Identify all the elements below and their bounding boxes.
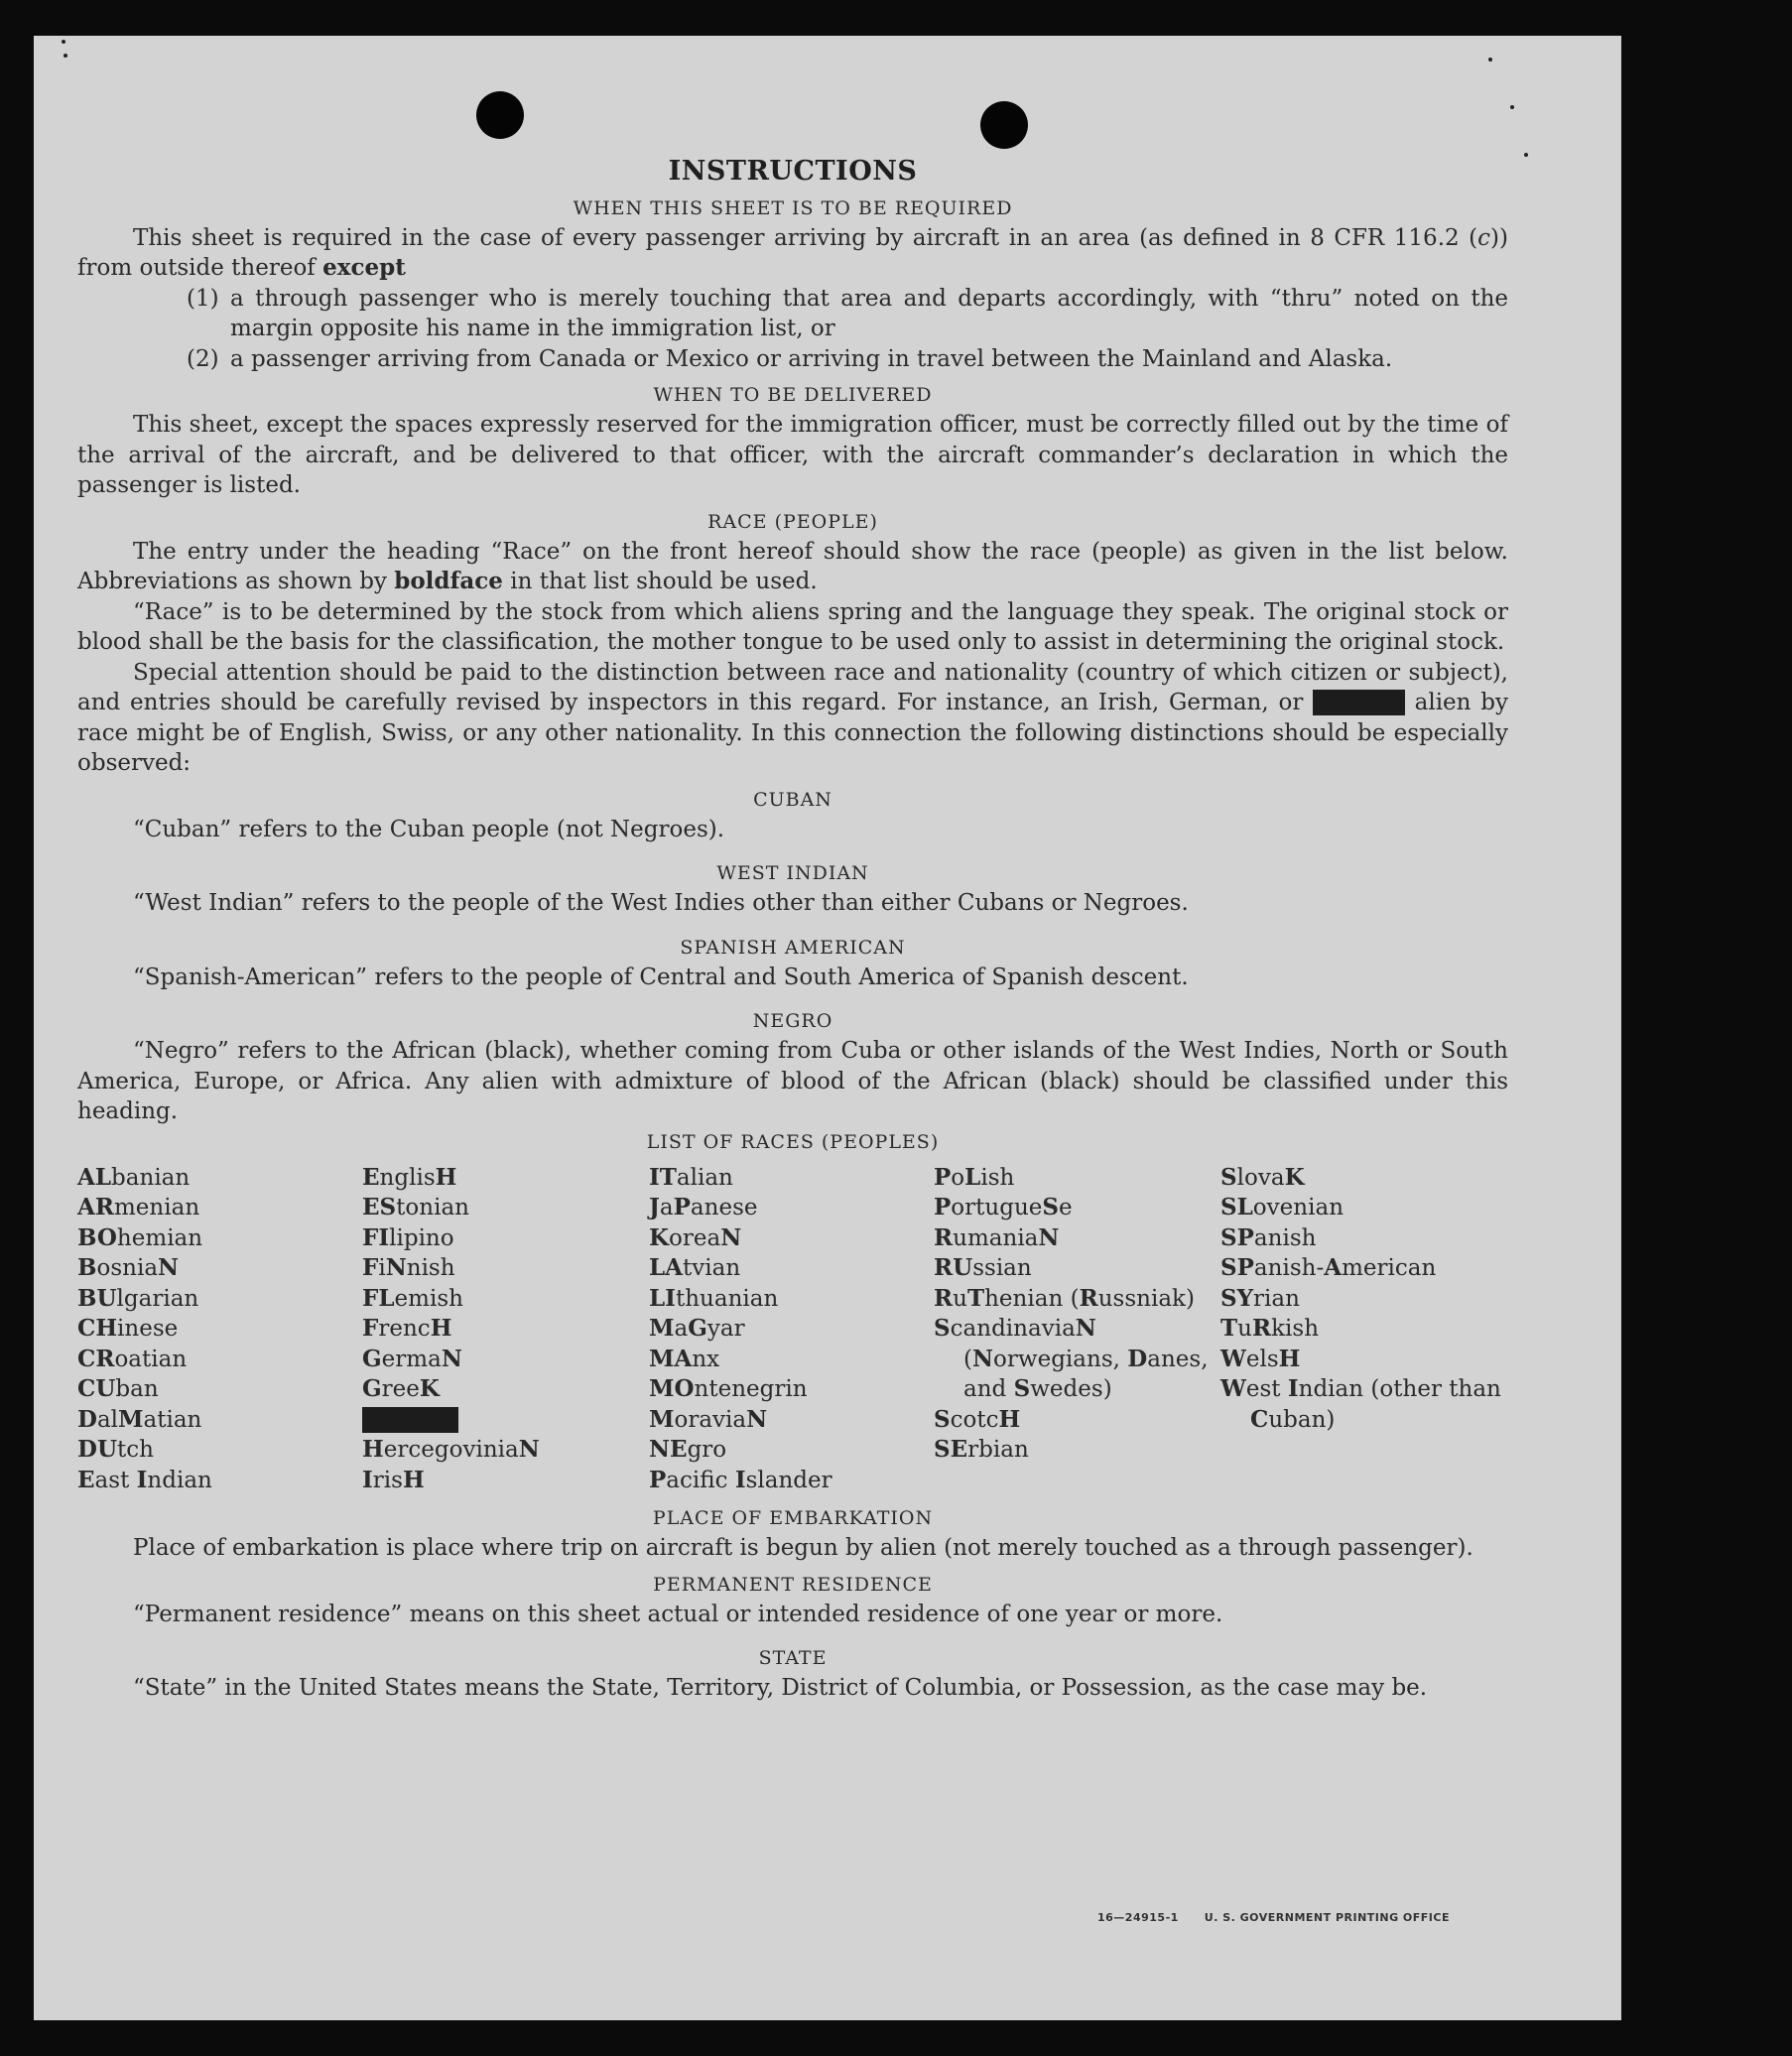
race-entry: PoLish — [934, 1163, 1015, 1191]
race-entry: ScotcH — [934, 1405, 1021, 1433]
heading-west-indian: WEST INDIAN — [716, 862, 869, 884]
race-column-2 — [362, 1163, 649, 1496]
race-entry: ARmenian — [77, 1194, 200, 1221]
race-entry: LIthuanian — [649, 1284, 779, 1312]
speck — [62, 40, 65, 44]
paragraph-race-1: The entry under the heading “Race” on the front hereof should show the race (people) as given in the list below. Abbreviations as shown by boldface in that list should be used. — [77, 538, 1508, 594]
paragraph-spanish-american: “Spanish-American” refers to the people of Central and South America of Spanish descent. — [133, 964, 1189, 990]
paragraph-embarkation: Place of embarkation is place where trip on aircraft is begun by alien (not merely touched as a through passenger). — [133, 1535, 1473, 1561]
race-column-4 — [934, 1163, 1220, 1496]
printer-imprint: U. S. GOVERNMENT PRINTING OFFICE — [1204, 1911, 1450, 1924]
race-entry: CHinese — [77, 1315, 179, 1342]
heading-embarkation: PLACE OF EMBARKATION — [652, 1507, 934, 1529]
race-entry: SErbian — [934, 1436, 1029, 1463]
race-entry: MOntenegrin — [649, 1375, 808, 1402]
heading-when-delivered: WHEN TO BE DELIVERED — [653, 384, 933, 406]
paragraph-race-2: “Race” is to be determined by the stock from which aliens spring and the language they speak. The original stock or blood shall be the basis for the classification, the mother tongue to be used only to assist in determining the original stock. — [77, 598, 1508, 655]
paragraph-race-3: Special attention should be paid to the distinction between race and nationality (country of which citizen or subject), and entries should be carefully revised by inspectors in this regard. For instance, an Irish, German, or Hebrew alien by race might be of English, Swiss, or any other nationality. In this connection the following distinctions should be especially observed: — [77, 659, 1509, 776]
race-entry: BosniaN — [77, 1254, 180, 1281]
race-entry: SlovaK — [1220, 1163, 1305, 1191]
heading-when-required: WHEN THIS SHEET IS TO BE REQUIRED — [573, 196, 1013, 219]
heading-permanent-residence: PERMANENT RESIDENCE — [653, 1573, 933, 1596]
document-page — [34, 36, 1621, 2020]
race-entry: CRoatian — [77, 1345, 188, 1372]
race-entry: PortugueSe — [934, 1194, 1073, 1221]
race-entry: KoreaN — [649, 1223, 742, 1251]
race-entry: LAtvian — [649, 1254, 741, 1281]
paragraph-state: “State” in the United States means the State, Territory, District of Columbia, or Possession, as the case may be. — [133, 1675, 1428, 1701]
race-entry: GreeK — [362, 1375, 440, 1402]
race-entry: MoraviaN — [649, 1405, 768, 1433]
race-entry: RumaniaN — [934, 1223, 1060, 1251]
heading-race: RACE (PEOPLE) — [707, 510, 878, 533]
race-entry: East Indian — [77, 1466, 212, 1493]
punch-hole-right — [980, 101, 1028, 149]
race-entry: IrisH — [362, 1466, 425, 1493]
race-entry: EnglisH — [362, 1163, 457, 1191]
heading-negro: NEGRO — [752, 1010, 833, 1032]
race-entry: BOhemian — [77, 1223, 203, 1251]
race-entry: BUlgarian — [77, 1284, 199, 1312]
heading-list-of-races: LIST OF RACES (PEOPLES) — [646, 1130, 940, 1153]
race-entry: SLovenian — [1220, 1194, 1344, 1221]
exception-item-1: (1) a through passenger who is merely touching that area and departs accordingly, with “thru” noted on the margin opposite his name in the immigration list, or — [187, 285, 1508, 341]
race-entry: RUssian — [934, 1254, 1032, 1281]
race-entry: RuThenian (Russniak) — [934, 1284, 1195, 1312]
race-entry: FrencH — [362, 1315, 452, 1342]
race-list — [77, 1163, 1508, 1496]
race-entry: West Indian (other than Cuban) — [1220, 1375, 1501, 1433]
race-entry: SYrian — [1220, 1284, 1300, 1312]
race-entry: TuRkish — [1220, 1315, 1320, 1342]
page-title: INSTRUCTIONS — [668, 156, 918, 187]
heading-cuban: CUBAN — [753, 788, 832, 811]
race-entry: ALbanian — [77, 1163, 191, 1191]
race-entry: CUban — [77, 1375, 159, 1402]
speck — [1488, 58, 1492, 62]
paragraph-cuban: “Cuban” refers to the Cuban people (not Negroes). — [133, 816, 725, 842]
race-column-3 — [649, 1163, 934, 1496]
paragraph-permanent-residence: “Permanent residence” means on this sheet actual or intended residence of one year or more. — [133, 1601, 1223, 1627]
punch-hole-left — [476, 91, 524, 139]
race-entry: SPanish — [1220, 1223, 1317, 1251]
race-entry: FLemish — [362, 1284, 463, 1312]
heading-spanish-american: SPANISH AMERICAN — [680, 936, 906, 959]
exception-item-2: (2) a passenger arriving from Canada or Mexico or arriving in travel between the Mainland and Alaska. — [187, 345, 1393, 372]
speck — [1524, 153, 1528, 157]
race-entry: EStonian — [362, 1194, 469, 1221]
race-entry: MAnx — [649, 1345, 720, 1372]
paragraph-when-required: This sheet is required in the case of every passenger arriving by aircraft in an area (as defined in 8 CFR 116.2 (c)) from outside thereof except — [77, 224, 1508, 281]
heading-state: STATE — [758, 1647, 828, 1669]
race-column-1 — [77, 1163, 362, 1496]
race-entry: Pacifc Islander — [649, 1466, 832, 1493]
struck-out-word: Hebrew — [1313, 690, 1405, 715]
race-entry: FiNnish — [362, 1254, 455, 1281]
form-footer — [1097, 1911, 1450, 1924]
race-entry: SPanish-American — [1220, 1254, 1437, 1281]
race-entry: DUtch — [77, 1436, 154, 1463]
race-entry: NEgro — [649, 1436, 727, 1463]
race-entry: FIlipino — [362, 1223, 454, 1251]
race-entry: ITalian — [649, 1163, 733, 1191]
speck — [1510, 105, 1514, 109]
form-code: 16—24915-1 — [1097, 1911, 1179, 1924]
speck — [64, 54, 67, 58]
paragraph-when-delivered: This sheet, except the spaces expressly reserved for the immigration officer, must be correctly filled out by the time of the arrival of the aircraft, and be delivered to that officer, with the aircraft commander’s declaration in which the passenger is listed. — [77, 412, 1508, 498]
instructions-body — [77, 157, 1508, 1704]
race-entry: HebreW — [362, 1406, 458, 1433]
race-entry: MaGyar — [649, 1315, 745, 1342]
race-entry: HercegoviniaN — [362, 1436, 540, 1463]
race-entry: DalMatian — [77, 1405, 202, 1433]
race-entry: GermaN — [362, 1345, 462, 1372]
race-entry: ScandinaviaN (Norwegians, Danes, and Swedes) — [934, 1315, 1209, 1402]
race-entry: JaPanese — [649, 1194, 758, 1221]
paragraph-west-indian: “West Indian” refers to the people of the West Indies other than either Cubans or Negroes. — [133, 890, 1189, 916]
race-entry: WelsH — [1220, 1345, 1301, 1372]
paragraph-negro: “Negro” refers to the African (black), whether coming from Cuba or other islands of the West Indies, North or South America, Europe, or Africa. Any alien with admixture of blood of the African (black) should be classified under this heading. — [77, 1038, 1508, 1124]
race-column-5 — [1220, 1163, 1508, 1496]
